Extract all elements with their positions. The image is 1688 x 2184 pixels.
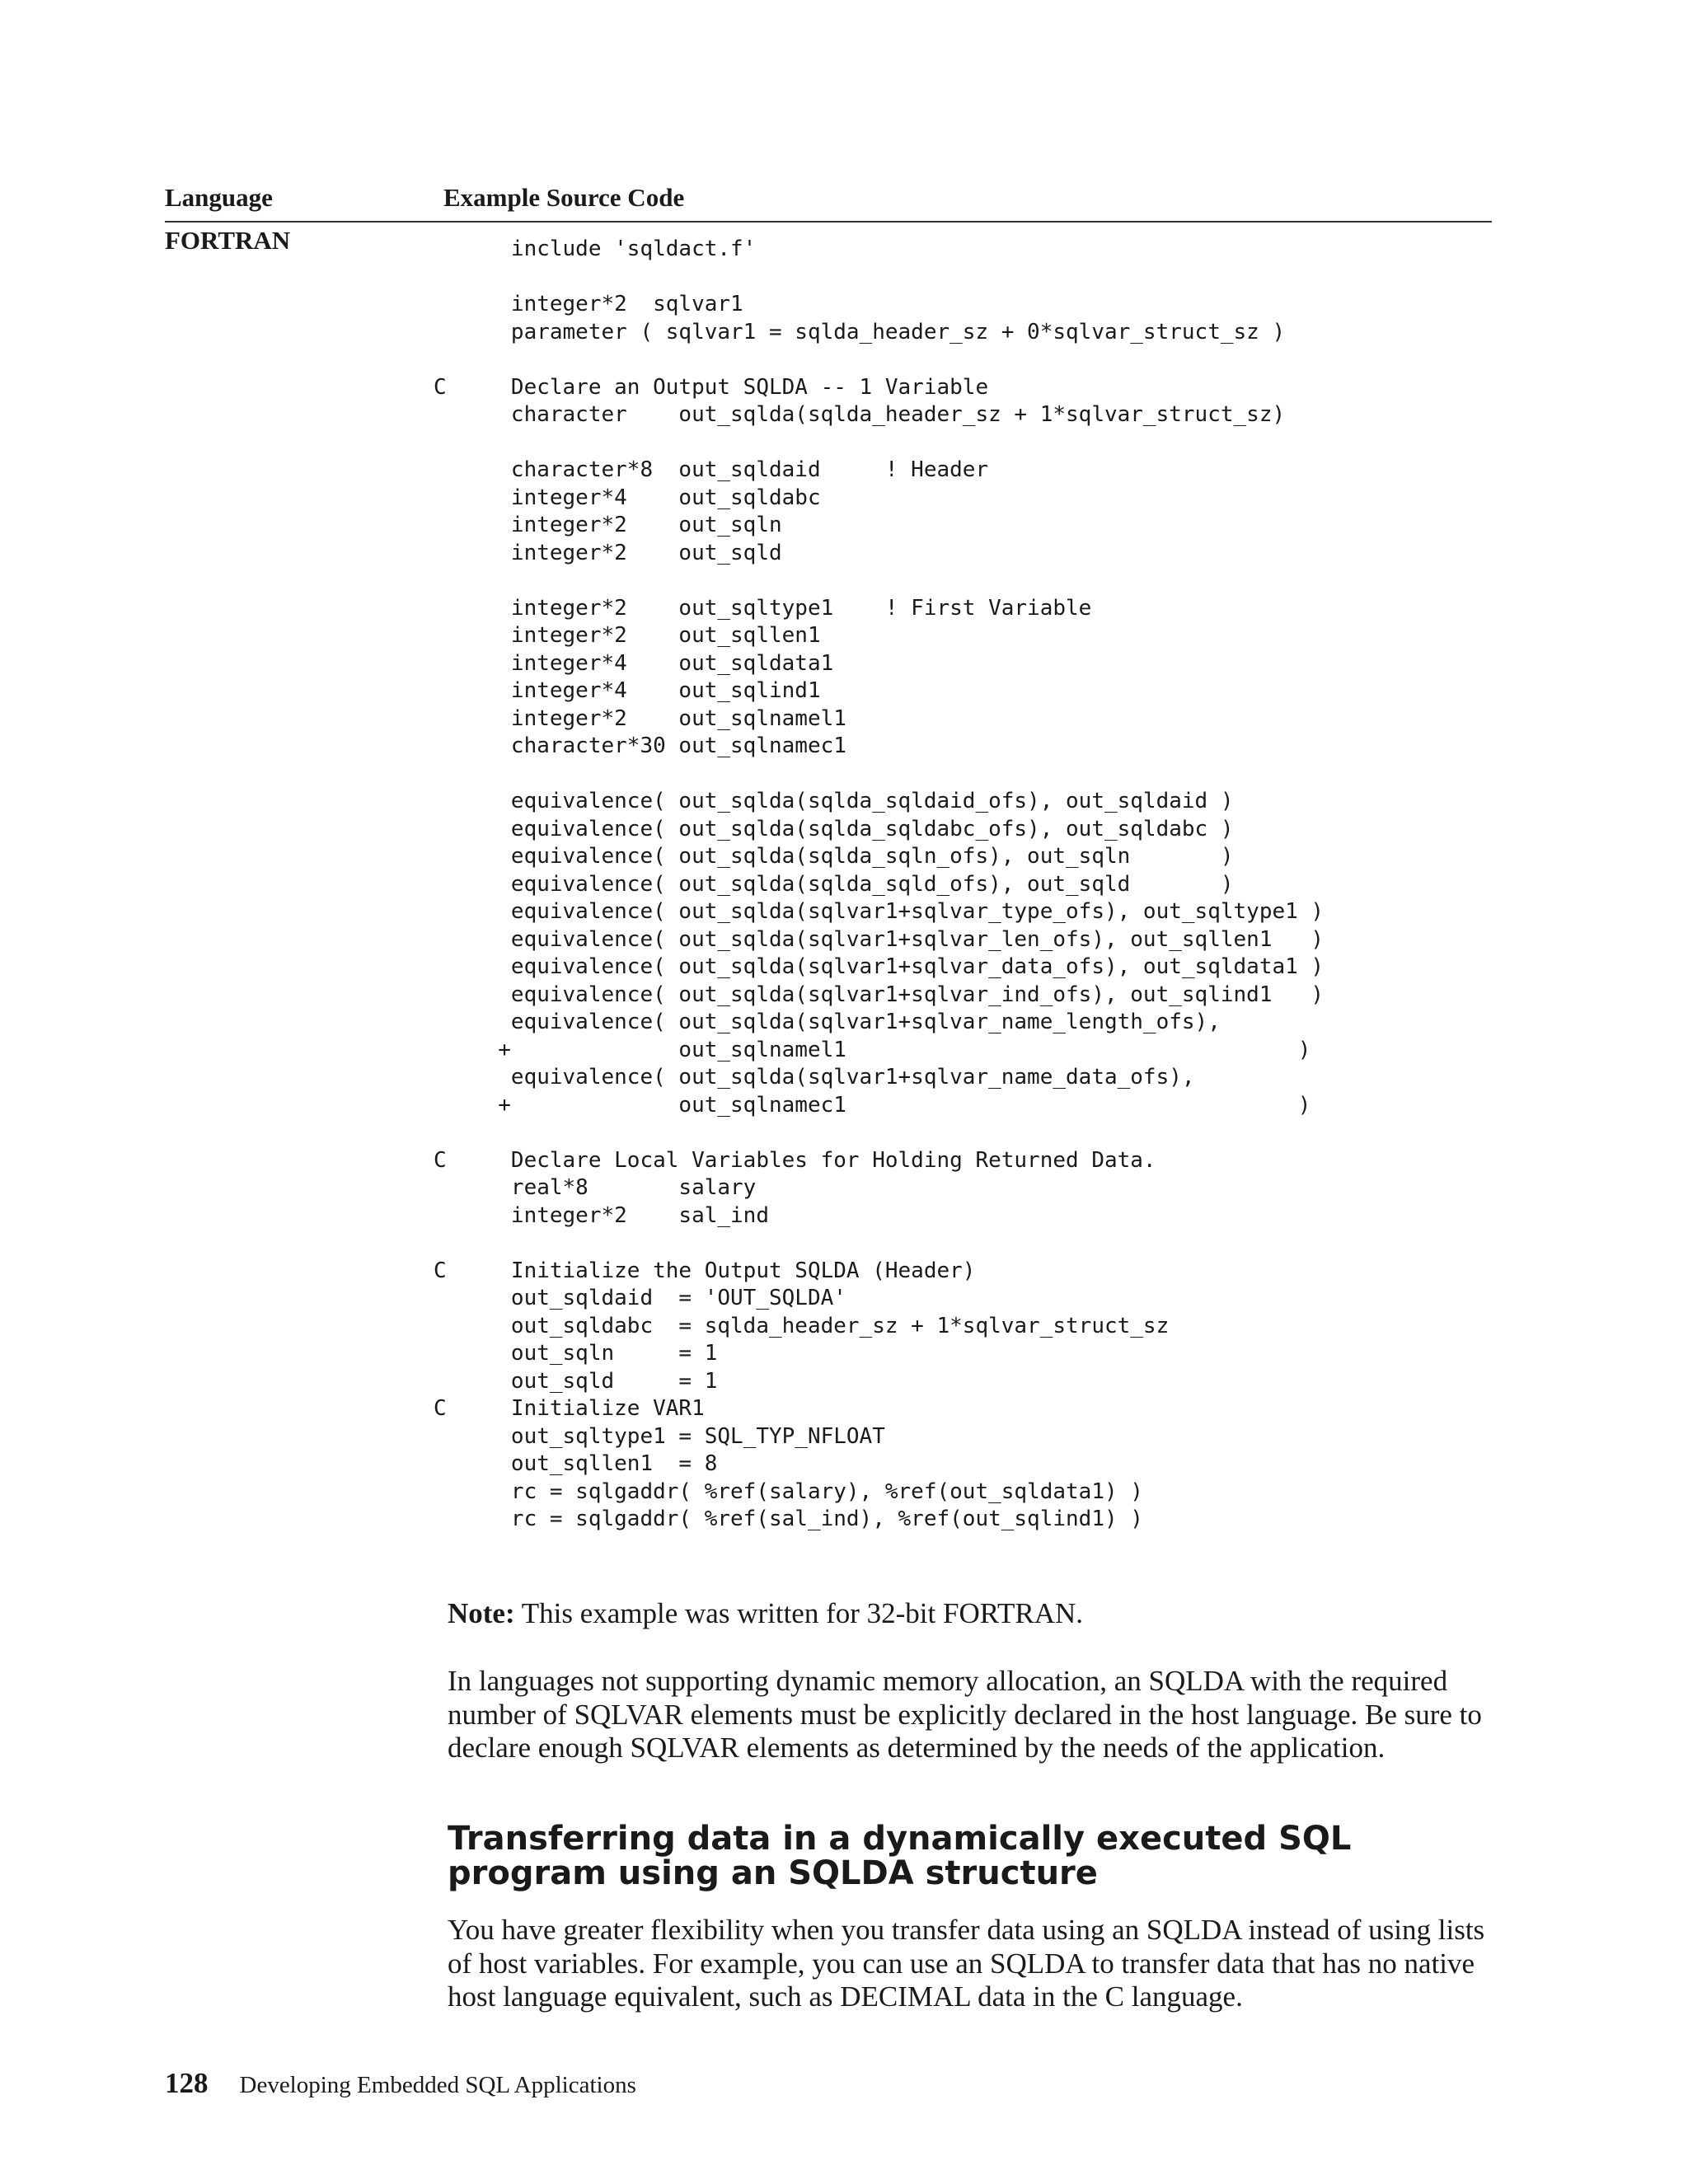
column-header-example-source-code: Example Source Code: [443, 183, 685, 212]
body-paragraph-sqlda-flexibility: You have greater flexibility when you transfer data using an SQLDA instead of using lists of host variables. For example, you can use an SQLDA to transfer data that has no native host language equivalent, such as DECIMAL data in the C language.: [448, 1914, 1485, 2013]
table-header-row: [165, 180, 1492, 223]
language-cell-fortran: FORTRAN: [165, 226, 291, 255]
book-title: Developing Embedded SQL Applications: [239, 2072, 636, 2098]
column-header-language: Language: [165, 183, 273, 212]
note-label: Note:: [448, 1597, 515, 1629]
note: [448, 1597, 1494, 1630]
fortran-code-listing: include 'sqldact.f' integer*2 sqlvar1 parameter ( sqlvar1 = sqlda_header_sz + 0*sqlvar_struct_sz ) C Declare an Output SQLDA -- 1 Variable character out_sqlda(sqlda_header_sz + 1*sqlvar_struct_sz) character*8 out_sqldaid ! Header integer*4 out_sqldabc integer*2 out_sqln integer*2 out_sqld integer*2 out_sqltype1 ! First Variable integer*2 out_sqllen1 integer*4 out_sqldata1 integer*4 out_sqlind1 integer*2 out_sqlnamel1 character*30 out_sqlnamec1 equivalence( out_sqlda(sqlda_sqldaid_ofs), out_sqldaid ) equivalence( out_sqlda(sqlda_sqldabc_ofs), out_sqldabc ) equivalence( out_sqlda(sqlda_sqln_ofs), out_sqln ) equivalence( out_sqlda(sqlda_sqld_ofs), out_sqld ) equivalence( out_sqlda(sqlvar1+sqlvar_type_ofs), out_sqltype1 ) equivalence( out_sqlda(sqlvar1+sqlvar_len_ofs), out_sqllen1 ) equivalence( out_sqlda(sqlvar1+sqlvar_data_ofs), out_sqldata1 ) equivalence( out_sqlda(sqlvar1+sqlvar_ind_ofs), out_sqlind1 ) equivalence( out_sqlda(sqlvar1+sqlvar_name_length_ofs), + out_sqlnamel1 ) equivalence( out_sqlda(sqlvar1+sqlvar_name_data_ofs), + out_sqlnamec1 ) C Declare Local Variables for Holding Returned Data. real*8 salary integer*2 sal_ind C Initialize the Output SQLDA (Header) out_sqldaid = 'OUT_SQLDA' out_sqldabc = sqlda_header_sz + 1*sqlvar_struct_sz out_sqln = 1 out_sqld = 1 C Initialize VAR1 out_sqltype1 = SQL_TYP_NFLOAT out_sqllen1 = 8 rc = sqlgaddr( %ref(salary), %ref(out_sqldata1) ) rc = sqlgaddr( %ref(sal_ind), %ref(out_sqlind1) ): [434, 237, 1325, 1531]
page-footer: [165, 2067, 636, 2100]
section-heading: Transferring data in a dynamically executed SQL program using an SQLDA structure: [448, 1820, 1352, 1892]
body-paragraph-sqlvar-declaration: In languages not supporting dynamic memory allocation, an SQLDA with the required number of SQLVAR elements must be explicitly declared in the host language. Be sure to declare enough SQLVAR elements as determined by the needs of the application.: [448, 1665, 1482, 1764]
page-number: 128: [165, 2067, 209, 2099]
note-text: This example was written for 32-bit FORTRAN.: [521, 1597, 1084, 1629]
